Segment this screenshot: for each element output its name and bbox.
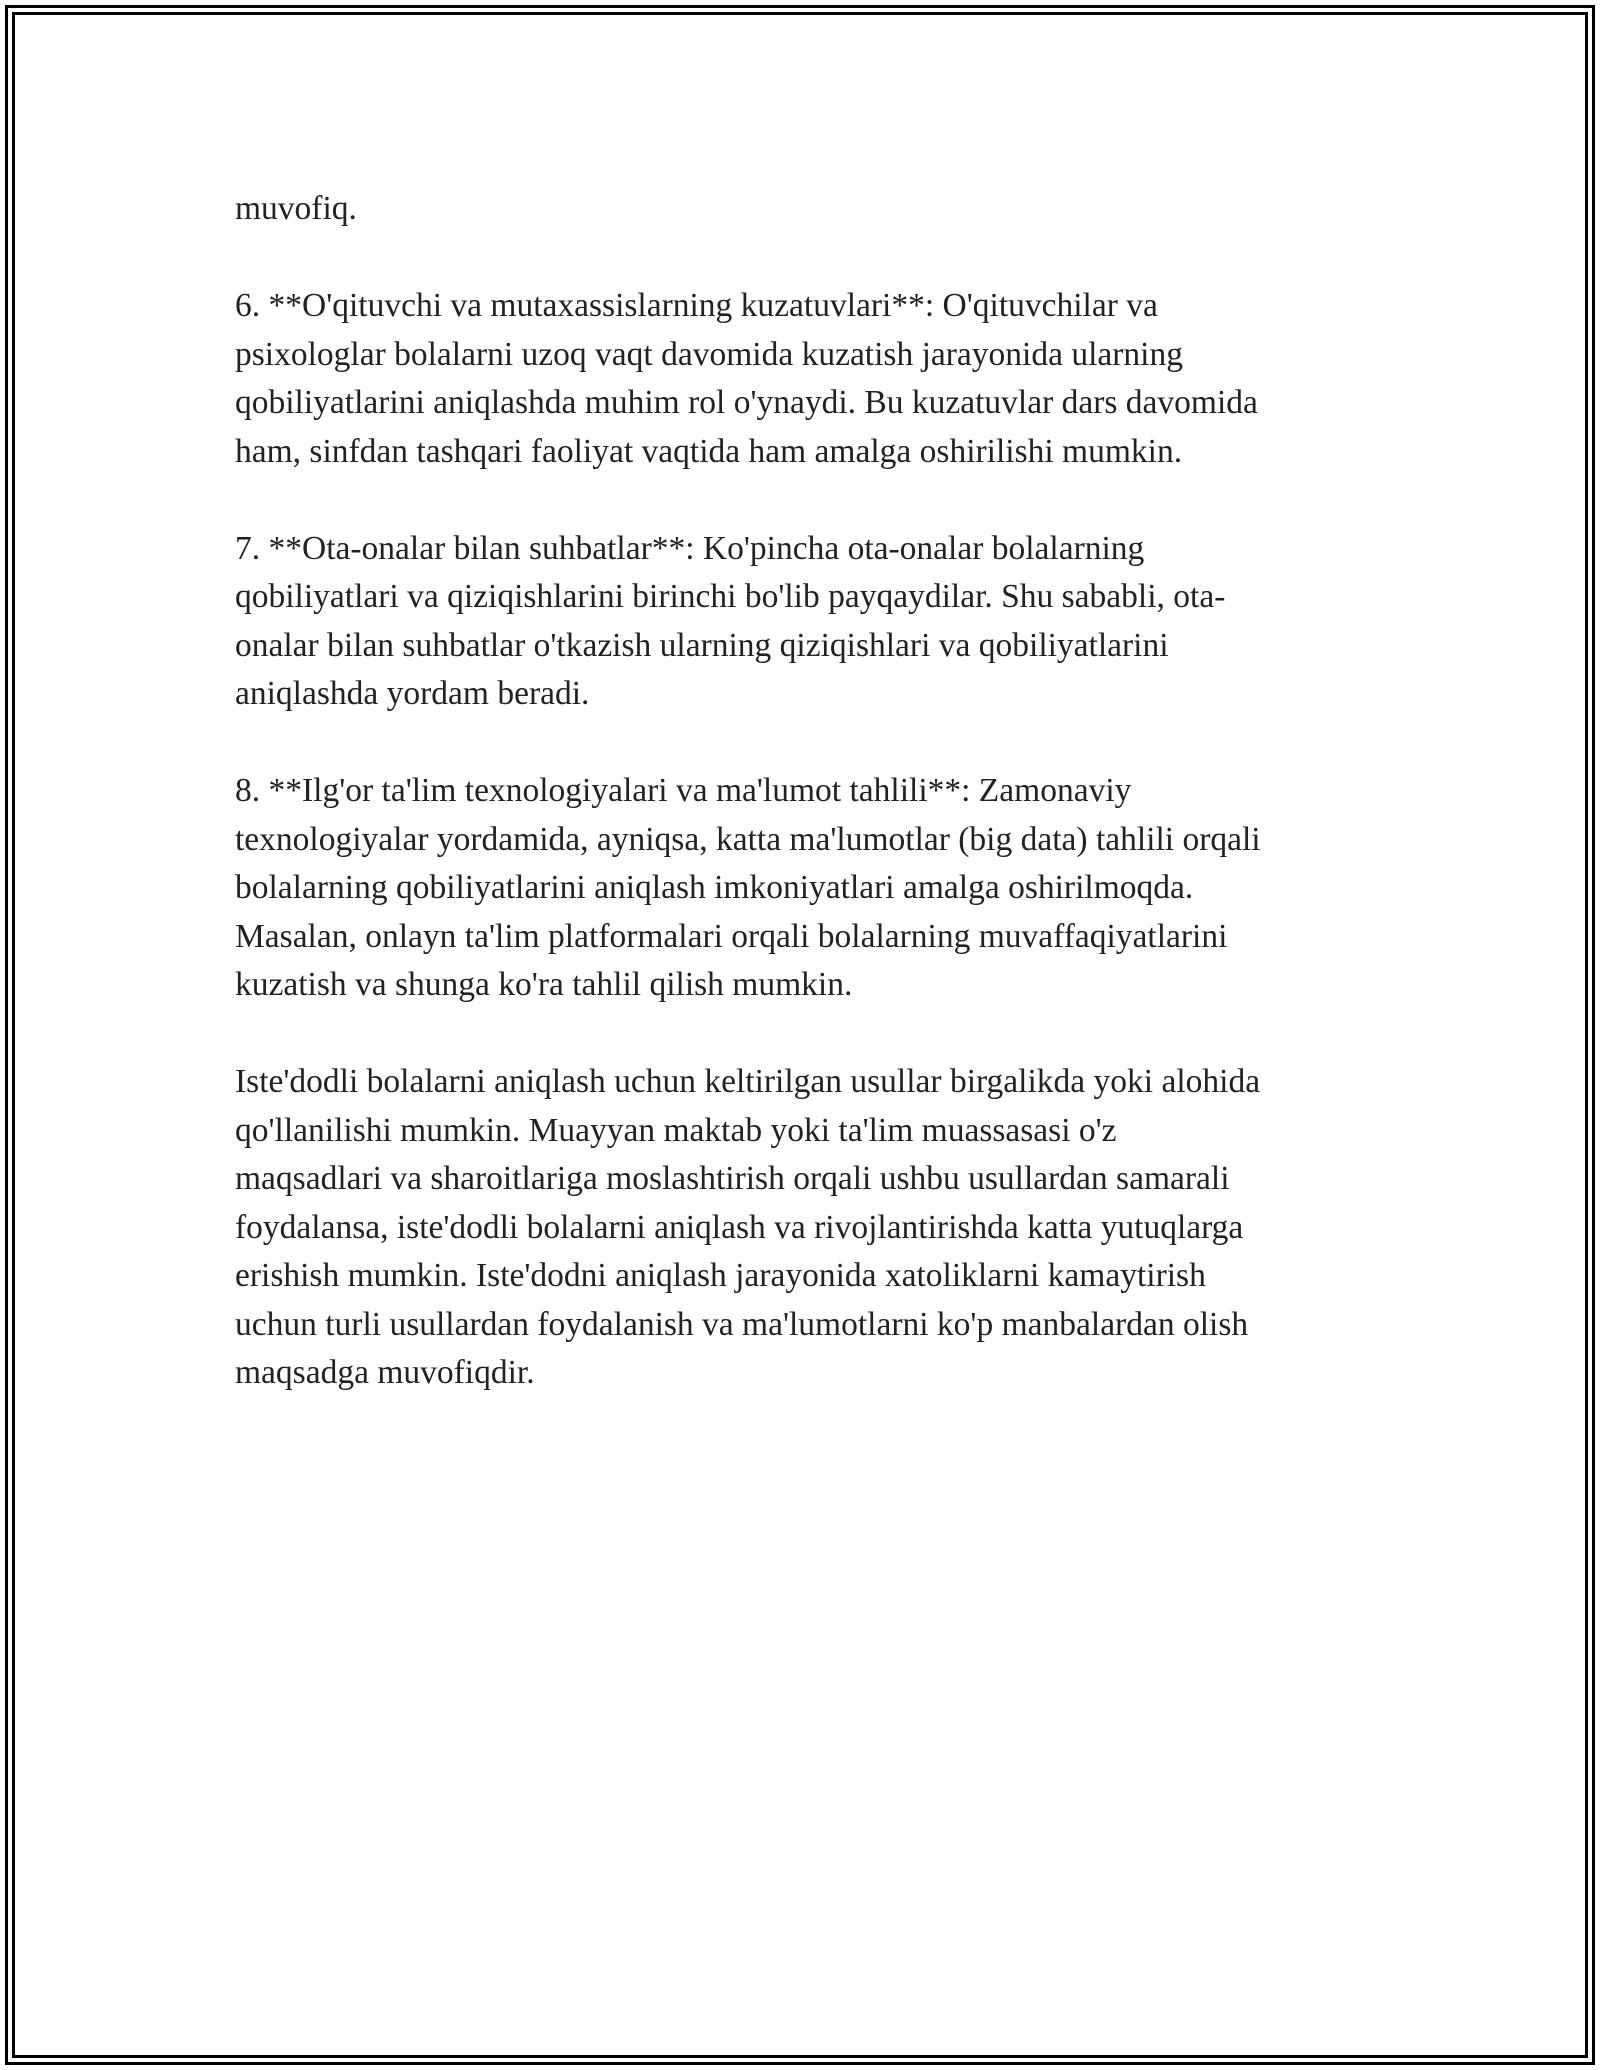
text-line: qobiliyatlarini aniqlashda muhim rol o'ynaydi. Bu kuzatuvlar dars davomida xyxy=(235,384,1258,421)
text-line: foydalansa, iste'dodli bolalarni aniqlash va rivojlantirishda katta yutuqlarga xyxy=(235,1208,1244,1246)
text-line: muvofiq. xyxy=(235,190,357,227)
paragraph-item-7 xyxy=(235,525,1385,719)
text-line: psixologlar bolalarni uzoq vaqt davomida kuzatish jarayonida ularning xyxy=(235,335,1183,373)
text-line: ham, sinfdan tashqari faoliyat vaqtida ham amalga oshirilishi mumkin. xyxy=(235,432,1183,470)
paragraph-item-6 xyxy=(235,282,1385,476)
text-line: qo'llanilishi mumkin. Muayyan maktab yoki ta'lim muassasasi o'z xyxy=(235,1111,1117,1149)
paragraph-item-8 xyxy=(235,767,1385,1010)
text-line: bolalarning qobiliyatlarini aniqlash imkoniyatlari amalga oshirilmoqda. xyxy=(235,869,1194,906)
text-line: Iste'dodli bolalarni aniqlash uchun keltirilgan usullar birgalikda yoki alohida xyxy=(235,1063,1261,1100)
text-line: onalar bilan suhbatlar o'tkazish ularning qiziqishlari va qobiliyatlarini xyxy=(235,626,1169,664)
document-body xyxy=(235,185,1385,1446)
text-line: erishish mumkin. Iste'dodni aniqlash jarayonida xatoliklarni kamaytirish xyxy=(235,1257,1206,1294)
text-line: 8. **Ilg'or ta'lim texnologiyalari va ma'lumot tahlili**: Zamonaviy xyxy=(235,772,1132,809)
text-line: aniqlashda yordam beradi. xyxy=(235,675,590,712)
text-line: maqsadlari va sharoitlariga moslashtirish orqali ushbu usullardan samarali xyxy=(235,1160,1230,1197)
text-line: 6. **O'qituvchi va mutaxassislarning kuzatuvlari**: O'qituvchilar va xyxy=(235,287,1158,324)
text-line: maqsadga muvofiqdir. xyxy=(235,1354,535,1391)
text-line: 7. **Ota-onalar bilan suhbatlar**: Ko'pincha ota-onalar bolalarning xyxy=(235,529,1145,567)
paragraph-conclusion xyxy=(235,1058,1385,1398)
paragraph-continuation xyxy=(235,185,1385,234)
text-line: uchun turli usullardan foydalanish va ma'lumotlarni ko'p manbalardan olish xyxy=(235,1305,1249,1343)
text-line: qobiliyatlari va qiziqishlarini birinchi bo'lib payqaydilar. Shu sababli, ota- xyxy=(235,578,1226,615)
text-line: kuzatish va shunga ko'ra tahlil qilish mumkin. xyxy=(235,966,853,1003)
text-line: texnologiyalar yordamida, ayniqsa, katta ma'lumotlar (big data) tahlili orqali xyxy=(235,820,1261,858)
text-line: Masalan, onlayn ta'lim platformalari orqali bolalarning muvaffaqiyatlarini xyxy=(235,917,1228,955)
